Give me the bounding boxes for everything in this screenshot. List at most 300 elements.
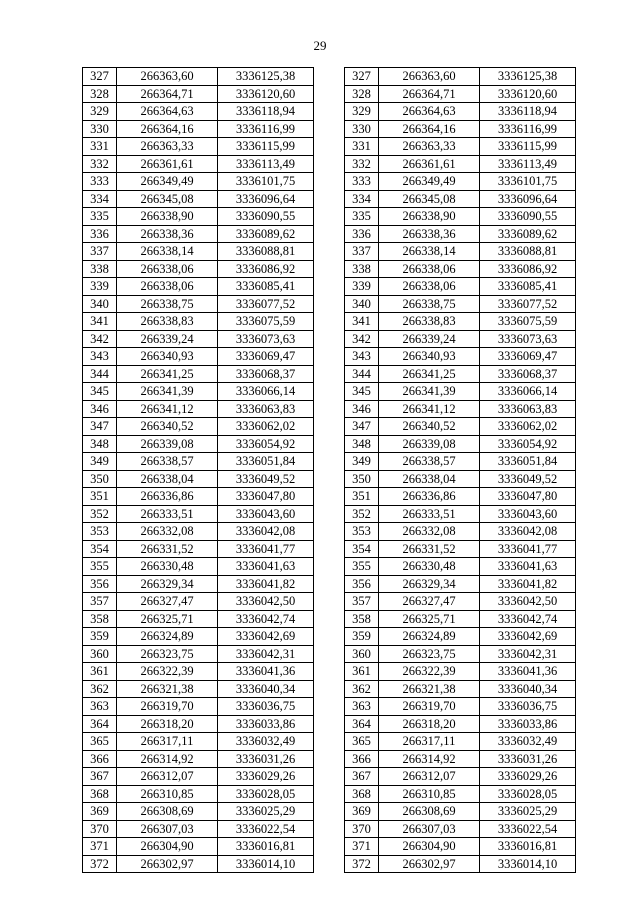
table-row [345, 435, 576, 453]
y-coordinate-cell: 3336054,92 [480, 435, 576, 453]
x-coordinate-cell: 266361,61 [379, 155, 480, 173]
point-number-cell: 338 [345, 260, 379, 278]
point-number-cell: 357 [83, 593, 117, 611]
table-row [345, 523, 576, 541]
table-row [345, 698, 576, 716]
x-coordinate-cell: 266321,38 [117, 680, 218, 698]
table-row [83, 715, 314, 733]
point-number-cell: 366 [345, 750, 379, 768]
x-coordinate-cell: 266340,52 [379, 418, 480, 436]
y-coordinate-cell: 3336042,08 [218, 523, 314, 541]
table-row [83, 558, 314, 576]
x-coordinate-cell: 266304,90 [117, 838, 218, 856]
x-coordinate-cell: 266364,71 [379, 85, 480, 103]
table-row [83, 488, 314, 506]
point-number-cell: 339 [345, 278, 379, 296]
y-coordinate-cell: 3336031,26 [218, 750, 314, 768]
table-row [345, 383, 576, 401]
x-coordinate-cell: 266363,60 [379, 68, 480, 86]
point-number-cell: 350 [83, 470, 117, 488]
x-coordinate-cell: 266338,36 [379, 225, 480, 243]
y-coordinate-cell: 3336115,99 [218, 138, 314, 156]
y-coordinate-cell: 3336051,84 [480, 453, 576, 471]
table-row [345, 120, 576, 138]
y-coordinate-cell: 3336118,94 [480, 103, 576, 121]
x-coordinate-cell: 266345,08 [379, 190, 480, 208]
table-row [83, 68, 314, 86]
x-coordinate-cell: 266333,51 [379, 505, 480, 523]
table-row [83, 173, 314, 191]
y-coordinate-cell: 3336025,29 [480, 803, 576, 821]
x-coordinate-cell: 266338,83 [117, 313, 218, 331]
point-number-cell: 371 [345, 838, 379, 856]
table-row [83, 155, 314, 173]
y-coordinate-cell: 3336073,63 [218, 330, 314, 348]
point-number-cell: 346 [345, 400, 379, 418]
point-number-cell: 347 [83, 418, 117, 436]
x-coordinate-cell: 266312,07 [117, 768, 218, 786]
x-coordinate-cell: 266336,86 [117, 488, 218, 506]
table-row [345, 558, 576, 576]
x-coordinate-cell: 266364,71 [117, 85, 218, 103]
y-coordinate-cell: 3336090,55 [480, 208, 576, 226]
point-number-cell: 341 [83, 313, 117, 331]
point-number-cell: 369 [83, 803, 117, 821]
point-number-cell: 345 [345, 383, 379, 401]
point-number-cell: 343 [345, 348, 379, 366]
x-coordinate-cell: 266308,69 [379, 803, 480, 821]
table-row [83, 418, 314, 436]
page-number: 29 [313, 38, 327, 53]
table-row [345, 750, 576, 768]
x-coordinate-cell: 266338,04 [117, 470, 218, 488]
y-coordinate-cell: 3336088,81 [480, 243, 576, 261]
y-coordinate-cell: 3336088,81 [218, 243, 314, 261]
point-number-cell: 329 [345, 103, 379, 121]
point-number-cell: 327 [345, 68, 379, 86]
x-coordinate-cell: 266324,89 [379, 628, 480, 646]
y-coordinate-cell: 3336041,36 [480, 663, 576, 681]
point-number-cell: 353 [345, 523, 379, 541]
point-number-cell: 363 [345, 698, 379, 716]
point-number-cell: 330 [83, 120, 117, 138]
x-coordinate-cell: 266339,08 [117, 435, 218, 453]
x-coordinate-cell: 266312,07 [379, 768, 480, 786]
table-row [345, 330, 576, 348]
x-coordinate-cell: 266302,97 [379, 855, 480, 873]
point-number-cell: 356 [345, 575, 379, 593]
point-number-cell: 348 [345, 435, 379, 453]
table-row [345, 155, 576, 173]
y-coordinate-cell: 3336101,75 [480, 173, 576, 191]
x-coordinate-cell: 266363,60 [117, 68, 218, 86]
point-number-cell: 361 [83, 663, 117, 681]
y-coordinate-cell: 3336041,77 [480, 540, 576, 558]
table-row [83, 330, 314, 348]
y-coordinate-cell: 3336125,38 [480, 68, 576, 86]
y-coordinate-cell: 3336043,60 [480, 505, 576, 523]
point-number-cell: 359 [83, 628, 117, 646]
y-coordinate-cell: 3336047,80 [218, 488, 314, 506]
y-coordinate-cell: 3336118,94 [218, 103, 314, 121]
point-number-cell: 350 [345, 470, 379, 488]
point-number-cell: 331 [345, 138, 379, 156]
y-coordinate-cell: 3336028,05 [218, 785, 314, 803]
table-row [83, 523, 314, 541]
table-row [83, 540, 314, 558]
y-coordinate-cell: 3336068,37 [480, 365, 576, 383]
x-coordinate-cell: 266338,75 [117, 295, 218, 313]
y-coordinate-cell: 3336049,52 [480, 470, 576, 488]
point-number-cell: 355 [83, 558, 117, 576]
y-coordinate-cell: 3336040,34 [218, 680, 314, 698]
table-row [83, 383, 314, 401]
y-coordinate-cell: 3336090,55 [218, 208, 314, 226]
x-coordinate-cell: 266307,03 [379, 820, 480, 838]
table-row [83, 260, 314, 278]
y-coordinate-cell: 3336077,52 [480, 295, 576, 313]
y-coordinate-cell: 3336051,84 [218, 453, 314, 471]
point-number-cell: 368 [83, 785, 117, 803]
x-coordinate-cell: 266364,63 [117, 103, 218, 121]
table-row [83, 85, 314, 103]
y-coordinate-cell: 3336022,54 [218, 820, 314, 838]
point-number-cell: 331 [83, 138, 117, 156]
x-coordinate-cell: 266323,75 [379, 645, 480, 663]
table-row [83, 663, 314, 681]
y-coordinate-cell: 3336089,62 [218, 225, 314, 243]
table-row [83, 313, 314, 331]
table-row [345, 610, 576, 628]
x-coordinate-cell: 266333,51 [117, 505, 218, 523]
point-number-cell: 341 [345, 313, 379, 331]
y-coordinate-cell: 3336049,52 [218, 470, 314, 488]
table-row [83, 768, 314, 786]
y-coordinate-cell: 3336036,75 [480, 698, 576, 716]
x-coordinate-cell: 266330,48 [379, 558, 480, 576]
x-coordinate-cell: 266340,52 [117, 418, 218, 436]
x-coordinate-cell: 266364,16 [379, 120, 480, 138]
point-number-cell: 336 [83, 225, 117, 243]
y-coordinate-cell: 3336042,50 [480, 593, 576, 611]
y-coordinate-cell: 3336041,82 [218, 575, 314, 593]
x-coordinate-cell: 266331,52 [379, 540, 480, 558]
table-row [83, 575, 314, 593]
point-number-cell: 362 [83, 680, 117, 698]
table-row [345, 715, 576, 733]
x-coordinate-cell: 266341,39 [379, 383, 480, 401]
point-number-cell: 358 [83, 610, 117, 628]
point-number-cell: 335 [83, 208, 117, 226]
x-coordinate-cell: 266302,97 [117, 855, 218, 873]
x-coordinate-cell: 266325,71 [379, 610, 480, 628]
table-row [83, 838, 314, 856]
point-number-cell: 368 [345, 785, 379, 803]
table-row [345, 540, 576, 558]
point-number-cell: 360 [345, 645, 379, 663]
y-coordinate-cell: 3336022,54 [480, 820, 576, 838]
x-coordinate-cell: 266325,71 [117, 610, 218, 628]
x-coordinate-cell: 266318,20 [379, 715, 480, 733]
point-number-cell: 343 [83, 348, 117, 366]
point-number-cell: 351 [345, 488, 379, 506]
x-coordinate-cell: 266319,70 [379, 698, 480, 716]
y-coordinate-cell: 3336014,10 [480, 855, 576, 873]
x-coordinate-cell: 266339,08 [379, 435, 480, 453]
x-coordinate-cell: 266322,39 [117, 663, 218, 681]
table-row [83, 435, 314, 453]
table-row [345, 173, 576, 191]
y-coordinate-cell: 3336125,38 [218, 68, 314, 86]
y-coordinate-cell: 3336115,99 [480, 138, 576, 156]
x-coordinate-cell: 266322,39 [379, 663, 480, 681]
x-coordinate-cell: 266338,90 [379, 208, 480, 226]
point-number-cell: 344 [345, 365, 379, 383]
x-coordinate-cell: 266349,49 [117, 173, 218, 191]
x-coordinate-cell: 266338,90 [117, 208, 218, 226]
table-row [83, 225, 314, 243]
point-number-cell: 372 [345, 855, 379, 873]
table-row [345, 768, 576, 786]
y-coordinate-cell: 3336029,26 [480, 768, 576, 786]
x-coordinate-cell: 266310,85 [117, 785, 218, 803]
y-coordinate-cell: 3336033,86 [218, 715, 314, 733]
table-row [345, 260, 576, 278]
point-number-cell: 347 [345, 418, 379, 436]
table-row [345, 855, 576, 873]
point-number-cell: 367 [83, 768, 117, 786]
point-number-cell: 332 [83, 155, 117, 173]
y-coordinate-cell: 3336036,75 [218, 698, 314, 716]
y-coordinate-cell: 3336016,81 [218, 838, 314, 856]
x-coordinate-cell: 266329,34 [379, 575, 480, 593]
y-coordinate-cell: 3336073,63 [480, 330, 576, 348]
table-row [345, 68, 576, 86]
point-number-cell: 336 [345, 225, 379, 243]
x-coordinate-cell: 266319,70 [117, 698, 218, 716]
x-coordinate-cell: 266308,69 [117, 803, 218, 821]
y-coordinate-cell: 3336033,86 [480, 715, 576, 733]
point-number-cell: 354 [83, 540, 117, 558]
y-coordinate-cell: 3336041,63 [218, 558, 314, 576]
table-row [345, 593, 576, 611]
table-row [345, 190, 576, 208]
x-coordinate-cell: 266341,39 [117, 383, 218, 401]
table-row [83, 278, 314, 296]
y-coordinate-cell: 3336042,74 [218, 610, 314, 628]
point-number-cell: 353 [83, 523, 117, 541]
point-number-cell: 361 [345, 663, 379, 681]
table-row [345, 838, 576, 856]
point-number-cell: 352 [83, 505, 117, 523]
table-row [83, 138, 314, 156]
point-number-cell: 345 [83, 383, 117, 401]
table-row [83, 295, 314, 313]
y-coordinate-cell: 3336120,60 [218, 85, 314, 103]
x-coordinate-cell: 266332,08 [379, 523, 480, 541]
point-number-cell: 364 [83, 715, 117, 733]
table-row [345, 680, 576, 698]
y-coordinate-cell: 3336116,99 [218, 120, 314, 138]
y-coordinate-cell: 3336077,52 [218, 295, 314, 313]
point-number-cell: 328 [83, 85, 117, 103]
table-row [345, 453, 576, 471]
x-coordinate-cell: 266317,11 [117, 733, 218, 751]
table-row [83, 453, 314, 471]
table-row [83, 785, 314, 803]
x-coordinate-cell: 266310,85 [379, 785, 480, 803]
x-coordinate-cell: 266324,89 [117, 628, 218, 646]
point-number-cell: 342 [345, 330, 379, 348]
point-number-cell: 360 [83, 645, 117, 663]
point-number-cell: 367 [345, 768, 379, 786]
table-row [345, 295, 576, 313]
point-number-cell: 371 [83, 838, 117, 856]
table-row [345, 313, 576, 331]
point-number-cell: 366 [83, 750, 117, 768]
point-number-cell: 369 [345, 803, 379, 821]
table-row [345, 628, 576, 646]
coordinates-table-right [344, 67, 576, 873]
y-coordinate-cell: 3336063,83 [218, 400, 314, 418]
x-coordinate-cell: 266338,04 [379, 470, 480, 488]
x-coordinate-cell: 266336,86 [379, 488, 480, 506]
point-number-cell: 356 [83, 575, 117, 593]
table-row [345, 820, 576, 838]
x-coordinate-cell: 266361,61 [117, 155, 218, 173]
table-row [83, 103, 314, 121]
y-coordinate-cell: 3336028,05 [480, 785, 576, 803]
table-row [83, 190, 314, 208]
y-coordinate-cell: 3336066,14 [480, 383, 576, 401]
y-coordinate-cell: 3336042,31 [218, 645, 314, 663]
table-row [345, 418, 576, 436]
x-coordinate-cell: 266304,90 [379, 838, 480, 856]
x-coordinate-cell: 266363,33 [117, 138, 218, 156]
point-number-cell: 340 [83, 295, 117, 313]
point-number-cell: 346 [83, 400, 117, 418]
y-coordinate-cell: 3336029,26 [218, 768, 314, 786]
x-coordinate-cell: 266338,06 [117, 278, 218, 296]
point-number-cell: 357 [345, 593, 379, 611]
table-row [83, 680, 314, 698]
point-number-cell: 349 [345, 453, 379, 471]
y-coordinate-cell: 3336113,49 [480, 155, 576, 173]
x-coordinate-cell: 266338,57 [379, 453, 480, 471]
y-coordinate-cell: 3336069,47 [218, 348, 314, 366]
point-number-cell: 327 [83, 68, 117, 86]
table-row [345, 645, 576, 663]
table-row [345, 243, 576, 261]
table-row [345, 733, 576, 751]
x-coordinate-cell: 266339,24 [379, 330, 480, 348]
table-row [83, 628, 314, 646]
table-row [83, 820, 314, 838]
y-coordinate-cell: 3336096,64 [480, 190, 576, 208]
y-coordinate-cell: 3336042,69 [480, 628, 576, 646]
x-coordinate-cell: 266338,06 [379, 260, 480, 278]
point-number-cell: 342 [83, 330, 117, 348]
x-coordinate-cell: 266349,49 [379, 173, 480, 191]
y-coordinate-cell: 3336062,02 [218, 418, 314, 436]
point-number-cell: 370 [83, 820, 117, 838]
y-coordinate-cell: 3336042,31 [480, 645, 576, 663]
y-coordinate-cell: 3336042,74 [480, 610, 576, 628]
table-row [345, 400, 576, 418]
point-number-cell: 332 [345, 155, 379, 173]
x-coordinate-cell: 266327,47 [379, 593, 480, 611]
table-row [345, 803, 576, 821]
point-number-cell: 339 [83, 278, 117, 296]
x-coordinate-cell: 266364,16 [117, 120, 218, 138]
y-coordinate-cell: 3336054,92 [218, 435, 314, 453]
point-number-cell: 362 [345, 680, 379, 698]
table-row [345, 138, 576, 156]
y-coordinate-cell: 3336042,50 [218, 593, 314, 611]
point-number-cell: 337 [345, 243, 379, 261]
y-coordinate-cell: 3336025,29 [218, 803, 314, 821]
point-number-cell: 365 [345, 733, 379, 751]
x-coordinate-cell: 266338,36 [117, 225, 218, 243]
table-row [83, 855, 314, 873]
y-coordinate-cell: 3336116,99 [480, 120, 576, 138]
y-coordinate-cell: 3336086,92 [480, 260, 576, 278]
x-coordinate-cell: 266340,93 [117, 348, 218, 366]
table-row [345, 663, 576, 681]
x-coordinate-cell: 266345,08 [117, 190, 218, 208]
y-coordinate-cell: 3336014,10 [218, 855, 314, 873]
table-row [83, 208, 314, 226]
x-coordinate-cell: 266314,92 [117, 750, 218, 768]
table-row [345, 278, 576, 296]
table-row [83, 505, 314, 523]
table-row [83, 365, 314, 383]
table-row [345, 785, 576, 803]
x-coordinate-cell: 266317,11 [379, 733, 480, 751]
table-row [345, 488, 576, 506]
x-coordinate-cell: 266314,92 [379, 750, 480, 768]
point-number-cell: 363 [83, 698, 117, 716]
point-number-cell: 334 [83, 190, 117, 208]
y-coordinate-cell: 3336042,69 [218, 628, 314, 646]
table-row [345, 348, 576, 366]
table-row [83, 803, 314, 821]
y-coordinate-cell: 3336040,34 [480, 680, 576, 698]
y-coordinate-cell: 3336031,26 [480, 750, 576, 768]
y-coordinate-cell: 3336042,08 [480, 523, 576, 541]
y-coordinate-cell: 3336069,47 [480, 348, 576, 366]
x-coordinate-cell: 266307,03 [117, 820, 218, 838]
x-coordinate-cell: 266332,08 [117, 523, 218, 541]
y-coordinate-cell: 3336086,92 [218, 260, 314, 278]
point-number-cell: 359 [345, 628, 379, 646]
table-row [83, 750, 314, 768]
point-number-cell: 355 [345, 558, 379, 576]
x-coordinate-cell: 266338,06 [379, 278, 480, 296]
table-row [83, 733, 314, 751]
y-coordinate-cell: 3336120,60 [480, 85, 576, 103]
point-number-cell: 354 [345, 540, 379, 558]
y-coordinate-cell: 3336041,63 [480, 558, 576, 576]
y-coordinate-cell: 3336085,41 [218, 278, 314, 296]
x-coordinate-cell: 266329,34 [117, 575, 218, 593]
point-number-cell: 358 [345, 610, 379, 628]
x-coordinate-cell: 266338,75 [379, 295, 480, 313]
point-number-cell: 328 [345, 85, 379, 103]
point-number-cell: 365 [83, 733, 117, 751]
x-coordinate-cell: 266338,06 [117, 260, 218, 278]
point-number-cell: 352 [345, 505, 379, 523]
